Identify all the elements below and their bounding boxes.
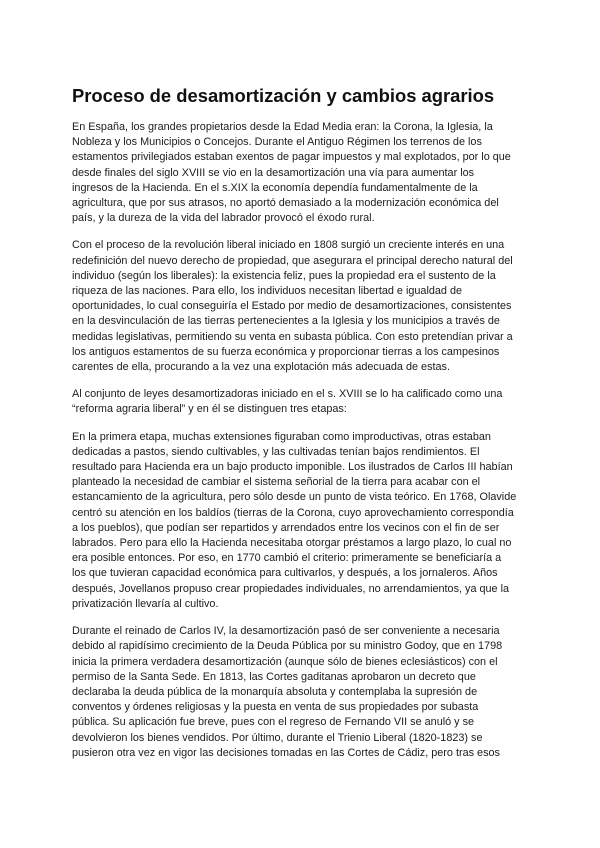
paragraph-5 — [72, 624, 534, 761]
text-line: pusieron otra vez en vigor las decisiones tomadas en las Cortes de Cádiz, pero tras esos — [72, 746, 500, 759]
text-line: agricultura, que por sus atrasos, no aportó demasiado a la modernización económica del — [72, 197, 499, 210]
text-line: los que tuvieran capacidad económica para cultivarlos, y después, a los jornaleros. Años — [72, 567, 498, 580]
text-line: planteado la necesidad de cambiar el sistema señorial de la tierra para acabar con el — [72, 476, 481, 489]
text-line: labrados. Pero para ello la Hacienda necesitaba otorgar préstamos a largo plazo, lo cual no — [72, 537, 512, 550]
text-line: era posible entonces. Por eso, en 1770 cambió el criterio: primeramente se beneficiaría a — [72, 552, 502, 565]
text-line: devolvieron los bienes vendidos. Por último, durante el Trienio Liberal (1820-1823) se — [72, 731, 483, 744]
text-line: Al conjunto de leyes desamortizadoras iniciado en el s. XVIII se lo ha calificado como una — [72, 388, 503, 401]
text-line: medidas legislativas, permitiendo su venta en subasta pública. Con esto pretendían privar a — [72, 330, 513, 343]
text-line: pública. Su aplicación fue breve, pues con el regreso de Fernando VII se anuló y se — [72, 716, 475, 729]
text-line: en la desvinculación de las tierras pertenecientes a la Iglesia y los municipios a través de — [72, 315, 500, 328]
text-line: dedicadas a pastos, siendo cultivables, y las cultivadas tenían bajos rendimientos. El — [72, 445, 480, 458]
text-line: En la primera etapa, muchas extensiones figuraban como improductivas, otras estaban — [72, 430, 491, 443]
text-line: Nobleza y los Municipios o Concejos. Durante el Antiguo Régimen los terrenos de los — [72, 136, 482, 149]
text-line: los antiguos estamentos de su fuerza económica y proporcionar tierras a los campesinos — [72, 345, 500, 358]
text-line: redefinición del nuevo derecho de propiedad, que asegurara el principal derecho natural del — [72, 254, 513, 267]
text-line: centró su atención en los baldíos (tierras de la Corona, cuyo aprovechamiento correspondía — [72, 506, 514, 519]
text-line: permiso de la Santa Sede. En 1813, las Cortes gaditanas aprobaron un decreto que — [72, 670, 476, 683]
text-line: Con el proceso de la revolución liberal iniciado en 1808 surgió un creciente interés en una — [72, 239, 505, 252]
text-line: riqueza de las naciones. Para ello, los individuos necesitan libertad e igualdad de — [72, 285, 463, 298]
text-line: Durante el reinado de Carlos IV, la desamortización pasó de ser conveniente a necesaria — [72, 625, 500, 638]
text-line: “reforma agraria liberal” y en él se distinguen tres etapas: — [72, 403, 347, 416]
document-body — [72, 120, 534, 773]
text-line: debido al rapidísimo crecimiento de la Deuda Pública por su ministro Godoy, que en 1798 — [72, 640, 503, 653]
text-line: En España, los grandes propietarios desde la Edad Media eran: la Corona, la Iglesia, la — [72, 121, 493, 133]
text-line: resultado para Hacienda era un bajo producto imponible. Los ilustrados de Carlos III habían — [72, 461, 513, 474]
text-line: carentes de ella, procurando a la vez una explotación más adecuada de estas. — [72, 361, 450, 374]
paragraph-1 — [72, 120, 534, 226]
text-line: ingresos de la Hacienda. En el s.XIX la economía dependía fundamentalmente de la — [72, 181, 478, 194]
text-line: a los pueblos), que podían ser repartidos y arrendados entre los vecinos con el fin de ser — [72, 521, 500, 534]
paragraph-2 — [72, 238, 534, 375]
text-line: desde finales del siglo XVIII se vio en la desamortización una vía para aumentar los — [72, 166, 475, 179]
text-line: país, y la dureza de la vida del labrador provocó el éxodo rural. — [72, 212, 375, 225]
page-title: Proceso de desamortización y cambios agrarios — [72, 85, 495, 106]
text-line: oportunidades, lo cual conseguiría el Estado por medio de desamortizaciones, consistentes — [72, 300, 512, 313]
text-line: inicia la primera verdadera desamortización (aunque sólo de bienes eclesiásticos) con el — [72, 655, 498, 668]
paragraph-4 — [72, 430, 534, 612]
text-line: conventos y órdenes religiosas y la puesta en venta de sus propiedades por subasta — [72, 701, 479, 714]
text-line: después, Jovellanos propuso crear propiedades individuales, no arrendamientos, ya que la — [72, 582, 510, 595]
text-line: declaraba la deuda pública de la monarquía absoluta y contemplaba la supresión de — [72, 685, 478, 698]
text-line: estamentos privilegiados estaban exentos de pagar impuestos y mal explotados, por lo que — [72, 151, 511, 164]
text-line: privatización llevaría al cultivo. — [72, 597, 219, 610]
text-line: estancamiento de la agricultura, pero sólo desde un punto de vista teórico. En 1768, Olavide — [72, 491, 517, 504]
paragraph-3 — [72, 387, 534, 417]
text-line: individuo (según los liberales): la existencia feliz, pues la propiedad era el sustento de la — [72, 269, 496, 282]
